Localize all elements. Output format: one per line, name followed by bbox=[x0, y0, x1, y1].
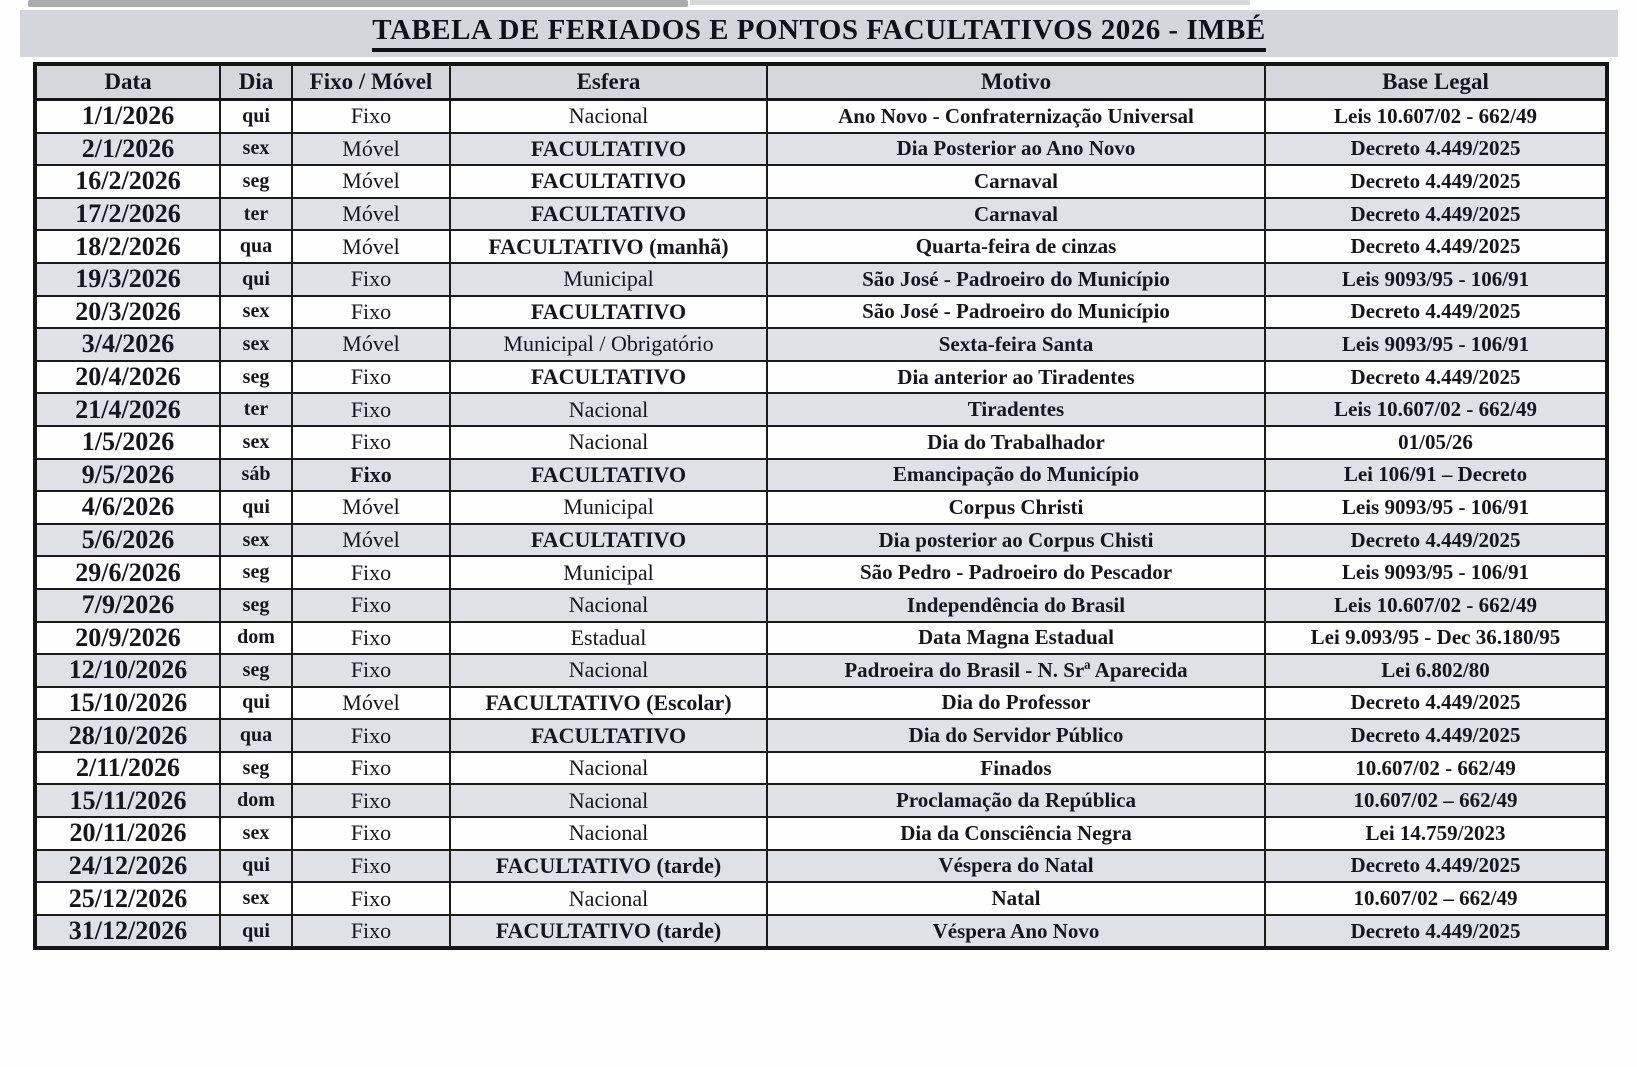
table-row bbox=[35, 263, 1607, 296]
cell-esfera: Nacional bbox=[450, 784, 767, 817]
cell-dia: sex bbox=[220, 328, 292, 361]
cell-base-legal: Lei 106/91 – Decreto bbox=[1265, 459, 1607, 492]
cell-motivo: Natal bbox=[767, 882, 1265, 915]
cell-data: 2/1/2026 bbox=[35, 133, 220, 166]
cell-fixo-movel: Móvel bbox=[292, 230, 450, 263]
cell-data: 17/2/2026 bbox=[35, 198, 220, 231]
table-row bbox=[35, 752, 1607, 785]
cell-base-legal: 01/05/26 bbox=[1265, 426, 1607, 459]
cell-base-legal: Decreto 4.449/2025 bbox=[1265, 687, 1607, 720]
cell-esfera: FACULTATIVO bbox=[450, 719, 767, 752]
cell-fixo-movel: Fixo bbox=[292, 784, 450, 817]
table-row bbox=[35, 133, 1607, 166]
cell-fixo-movel: Móvel bbox=[292, 165, 450, 198]
cell-fixo-movel: Móvel bbox=[292, 491, 450, 524]
cell-motivo: Dia anterior ao Tiradentes bbox=[767, 361, 1265, 394]
table-row bbox=[35, 296, 1607, 329]
cell-esfera: FACULTATIVO bbox=[450, 459, 767, 492]
cell-base-legal: Lei 6.802/80 bbox=[1265, 654, 1607, 687]
table-row bbox=[35, 491, 1607, 524]
cell-esfera: Municipal bbox=[450, 556, 767, 589]
cell-dia: ter bbox=[220, 198, 292, 231]
cell-esfera: Municipal bbox=[450, 263, 767, 296]
cell-esfera: Nacional bbox=[450, 882, 767, 915]
cell-fixo-movel: Fixo bbox=[292, 719, 450, 752]
table-row bbox=[35, 100, 1607, 133]
cell-fixo-movel: Móvel bbox=[292, 687, 450, 720]
table-row bbox=[35, 426, 1607, 459]
table-row bbox=[35, 654, 1607, 687]
cell-fixo-movel: Fixo bbox=[292, 361, 450, 394]
cell-motivo: Carnaval bbox=[767, 198, 1265, 231]
cell-fixo-movel: Móvel bbox=[292, 198, 450, 231]
cell-data: 24/12/2026 bbox=[35, 850, 220, 883]
cell-dia: dom bbox=[220, 622, 292, 655]
cell-esfera: FACULTATIVO bbox=[450, 524, 767, 557]
cell-data: 19/3/2026 bbox=[35, 263, 220, 296]
cell-data: 1/5/2026 bbox=[35, 426, 220, 459]
cell-base-legal: Leis 9093/95 - 106/91 bbox=[1265, 556, 1607, 589]
cell-data: 7/9/2026 bbox=[35, 589, 220, 622]
cell-motivo: Carnaval bbox=[767, 165, 1265, 198]
cell-base-legal: Leis 10.607/02 - 662/49 bbox=[1265, 393, 1607, 426]
table-row bbox=[35, 882, 1607, 915]
cell-dia: sex bbox=[220, 296, 292, 329]
cell-dia: seg bbox=[220, 361, 292, 394]
cell-dia: seg bbox=[220, 556, 292, 589]
cell-fixo-movel: Fixo bbox=[292, 100, 450, 133]
cell-fixo-movel: Fixo bbox=[292, 263, 450, 296]
cell-dia: dom bbox=[220, 784, 292, 817]
cell-data: 28/10/2026 bbox=[35, 719, 220, 752]
cell-base-legal: Decreto 4.449/2025 bbox=[1265, 524, 1607, 557]
cell-dia: sex bbox=[220, 426, 292, 459]
cell-motivo: Véspera Ano Novo bbox=[767, 915, 1265, 949]
holidays-table bbox=[33, 62, 1609, 950]
cell-esfera: FACULTATIVO (manhã) bbox=[450, 230, 767, 263]
cell-data: 5/6/2026 bbox=[35, 524, 220, 557]
cell-esfera: FACULTATIVO bbox=[450, 361, 767, 394]
cell-data: 15/10/2026 bbox=[35, 687, 220, 720]
table-row bbox=[35, 784, 1607, 817]
table-row bbox=[35, 556, 1607, 589]
cell-data: 9/5/2026 bbox=[35, 459, 220, 492]
cell-data: 21/4/2026 bbox=[35, 393, 220, 426]
table-row bbox=[35, 817, 1607, 850]
cell-esfera: Nacional bbox=[450, 752, 767, 785]
cell-motivo: São José - Padroeiro do Município bbox=[767, 263, 1265, 296]
cell-esfera: Nacional bbox=[450, 589, 767, 622]
header-dia: Dia bbox=[220, 64, 292, 100]
cell-fixo-movel: Móvel bbox=[292, 328, 450, 361]
cell-data: 25/12/2026 bbox=[35, 882, 220, 915]
cell-fixo-movel: Móvel bbox=[292, 133, 450, 166]
table-row bbox=[35, 459, 1607, 492]
cell-base-legal: Leis 9093/95 - 106/91 bbox=[1265, 263, 1607, 296]
cell-motivo: Emancipação do Município bbox=[767, 459, 1265, 492]
header-row bbox=[35, 64, 1607, 100]
cell-esfera: FACULTATIVO (tarde) bbox=[450, 915, 767, 949]
cell-base-legal: 10.607/02 – 662/49 bbox=[1265, 784, 1607, 817]
cell-motivo: Dia do Professor bbox=[767, 687, 1265, 720]
table-row bbox=[35, 524, 1607, 557]
header-motivo: Motivo bbox=[767, 64, 1265, 100]
cell-esfera: Municipal / Obrigatório bbox=[450, 328, 767, 361]
table-row bbox=[35, 198, 1607, 231]
header-esfera: Esfera bbox=[450, 64, 767, 100]
cell-base-legal: Decreto 4.449/2025 bbox=[1265, 361, 1607, 394]
cell-base-legal: Leis 10.607/02 - 662/49 bbox=[1265, 589, 1607, 622]
cell-esfera: Nacional bbox=[450, 393, 767, 426]
table-body bbox=[35, 100, 1607, 949]
cell-esfera: FACULTATIVO (tarde) bbox=[450, 850, 767, 883]
header-data: Data bbox=[35, 64, 220, 100]
cell-esfera: Nacional bbox=[450, 426, 767, 459]
scan-artifact bbox=[690, 0, 1250, 5]
cell-motivo: Data Magna Estadual bbox=[767, 622, 1265, 655]
cell-dia: sex bbox=[220, 882, 292, 915]
cell-base-legal: Decreto 4.449/2025 bbox=[1265, 230, 1607, 263]
cell-base-legal: Leis 10.607/02 - 662/49 bbox=[1265, 100, 1607, 133]
cell-base-legal: Leis 9093/95 - 106/91 bbox=[1265, 491, 1607, 524]
cell-data: 20/4/2026 bbox=[35, 361, 220, 394]
cell-data: 1/1/2026 bbox=[35, 100, 220, 133]
cell-base-legal: Decreto 4.449/2025 bbox=[1265, 198, 1607, 231]
cell-esfera: Estadual bbox=[450, 622, 767, 655]
page-title: TABELA DE FERIADOS E PONTOS FACULTATIVOS 2026 - IMBÉ bbox=[372, 15, 1265, 52]
cell-base-legal: Decreto 4.449/2025 bbox=[1265, 850, 1607, 883]
table-row bbox=[35, 622, 1607, 655]
cell-base-legal: Lei 9.093/95 - Dec 36.180/95 bbox=[1265, 622, 1607, 655]
cell-motivo: Independência do Brasil bbox=[767, 589, 1265, 622]
cell-fixo-movel: Fixo bbox=[292, 915, 450, 949]
cell-fixo-movel: Fixo bbox=[292, 817, 450, 850]
cell-data: 2/11/2026 bbox=[35, 752, 220, 785]
cell-motivo: Dia do Trabalhador bbox=[767, 426, 1265, 459]
cell-base-legal: Decreto 4.449/2025 bbox=[1265, 133, 1607, 166]
cell-data: 20/11/2026 bbox=[35, 817, 220, 850]
cell-fixo-movel: Fixo bbox=[292, 752, 450, 785]
cell-dia: qui bbox=[220, 263, 292, 296]
cell-data: 4/6/2026 bbox=[35, 491, 220, 524]
cell-data: 20/3/2026 bbox=[35, 296, 220, 329]
table-row bbox=[35, 589, 1607, 622]
cell-motivo: Quarta-feira de cinzas bbox=[767, 230, 1265, 263]
table-row bbox=[35, 230, 1607, 263]
table-row bbox=[35, 915, 1607, 949]
cell-dia: qui bbox=[220, 100, 292, 133]
cell-dia: qui bbox=[220, 491, 292, 524]
cell-esfera: FACULTATIVO (Escolar) bbox=[450, 687, 767, 720]
cell-esfera: Nacional bbox=[450, 654, 767, 687]
cell-data: 12/10/2026 bbox=[35, 654, 220, 687]
cell-data: 18/2/2026 bbox=[35, 230, 220, 263]
cell-dia: qua bbox=[220, 719, 292, 752]
cell-dia: qua bbox=[220, 230, 292, 263]
table-row bbox=[35, 361, 1607, 394]
table-header bbox=[35, 64, 1607, 100]
cell-motivo: Dia da Consciência Negra bbox=[767, 817, 1265, 850]
cell-esfera: Nacional bbox=[450, 817, 767, 850]
cell-esfera: FACULTATIVO bbox=[450, 165, 767, 198]
cell-motivo: São José - Padroeiro do Município bbox=[767, 296, 1265, 329]
cell-base-legal: Decreto 4.449/2025 bbox=[1265, 915, 1607, 949]
table-row bbox=[35, 850, 1607, 883]
cell-motivo: Ano Novo - Confraternização Universal bbox=[767, 100, 1265, 133]
cell-fixo-movel: Fixo bbox=[292, 556, 450, 589]
cell-base-legal: Leis 9093/95 - 106/91 bbox=[1265, 328, 1607, 361]
cell-base-legal: Lei 14.759/2023 bbox=[1265, 817, 1607, 850]
cell-dia: sáb bbox=[220, 459, 292, 492]
cell-data: 29/6/2026 bbox=[35, 556, 220, 589]
cell-motivo: São Pedro - Padroeiro do Pescador bbox=[767, 556, 1265, 589]
cell-dia: sex bbox=[220, 524, 292, 557]
table-row bbox=[35, 687, 1607, 720]
cell-esfera: FACULTATIVO bbox=[450, 198, 767, 231]
cell-data: 15/11/2026 bbox=[35, 784, 220, 817]
cell-dia: sex bbox=[220, 133, 292, 166]
cell-esfera: Nacional bbox=[450, 100, 767, 133]
cell-fixo-movel: Fixo bbox=[292, 882, 450, 915]
cell-motivo: Dia do Servidor Público bbox=[767, 719, 1265, 752]
cell-data: 20/9/2026 bbox=[35, 622, 220, 655]
cell-dia: seg bbox=[220, 654, 292, 687]
cell-dia: sex bbox=[220, 817, 292, 850]
header-base-legal: Base Legal bbox=[1265, 64, 1607, 100]
cell-esfera: FACULTATIVO bbox=[450, 296, 767, 329]
cell-dia: qui bbox=[220, 687, 292, 720]
cell-dia: seg bbox=[220, 752, 292, 785]
table-row bbox=[35, 165, 1607, 198]
cell-motivo: Véspera do Natal bbox=[767, 850, 1265, 883]
cell-motivo: Dia Posterior ao Ano Novo bbox=[767, 133, 1265, 166]
cell-base-legal: 10.607/02 – 662/49 bbox=[1265, 882, 1607, 915]
cell-motivo: Sexta-feira Santa bbox=[767, 328, 1265, 361]
cell-fixo-movel: Móvel bbox=[292, 524, 450, 557]
table-row bbox=[35, 393, 1607, 426]
cell-dia: ter bbox=[220, 393, 292, 426]
cell-data: 3/4/2026 bbox=[35, 328, 220, 361]
cell-fixo-movel: Fixo bbox=[292, 426, 450, 459]
cell-base-legal: 10.607/02 - 662/49 bbox=[1265, 752, 1607, 785]
table-row bbox=[35, 328, 1607, 361]
cell-fixo-movel: Fixo bbox=[292, 622, 450, 655]
cell-dia: qui bbox=[220, 850, 292, 883]
cell-esfera: FACULTATIVO bbox=[450, 133, 767, 166]
cell-data: 31/12/2026 bbox=[35, 915, 220, 949]
cell-fixo-movel: Fixo bbox=[292, 459, 450, 492]
cell-data: 16/2/2026 bbox=[35, 165, 220, 198]
cell-fixo-movel: Fixo bbox=[292, 393, 450, 426]
cell-dia: seg bbox=[220, 165, 292, 198]
cell-fixo-movel: Fixo bbox=[292, 589, 450, 622]
cell-motivo: Finados bbox=[767, 752, 1265, 785]
cell-motivo: Proclamação da República bbox=[767, 784, 1265, 817]
cell-motivo: Padroeira do Brasil - N. Srª Aparecida bbox=[767, 654, 1265, 687]
cell-motivo: Tiradentes bbox=[767, 393, 1265, 426]
cell-motivo: Corpus Christi bbox=[767, 491, 1265, 524]
cell-fixo-movel: Fixo bbox=[292, 850, 450, 883]
header-fixo-movel: Fixo / Móvel bbox=[292, 64, 450, 100]
cell-esfera: Municipal bbox=[450, 491, 767, 524]
table-row bbox=[35, 719, 1607, 752]
cell-dia: qui bbox=[220, 915, 292, 949]
cell-base-legal: Decreto 4.449/2025 bbox=[1265, 719, 1607, 752]
cell-dia: seg bbox=[220, 589, 292, 622]
cell-base-legal: Decreto 4.449/2025 bbox=[1265, 296, 1607, 329]
cell-motivo: Dia posterior ao Corpus Chisti bbox=[767, 524, 1265, 557]
title-band bbox=[20, 10, 1618, 57]
scan-artifact bbox=[28, 0, 688, 7]
cell-base-legal: Decreto 4.449/2025 bbox=[1265, 165, 1607, 198]
cell-fixo-movel: Fixo bbox=[292, 654, 450, 687]
cell-fixo-movel: Fixo bbox=[292, 296, 450, 329]
